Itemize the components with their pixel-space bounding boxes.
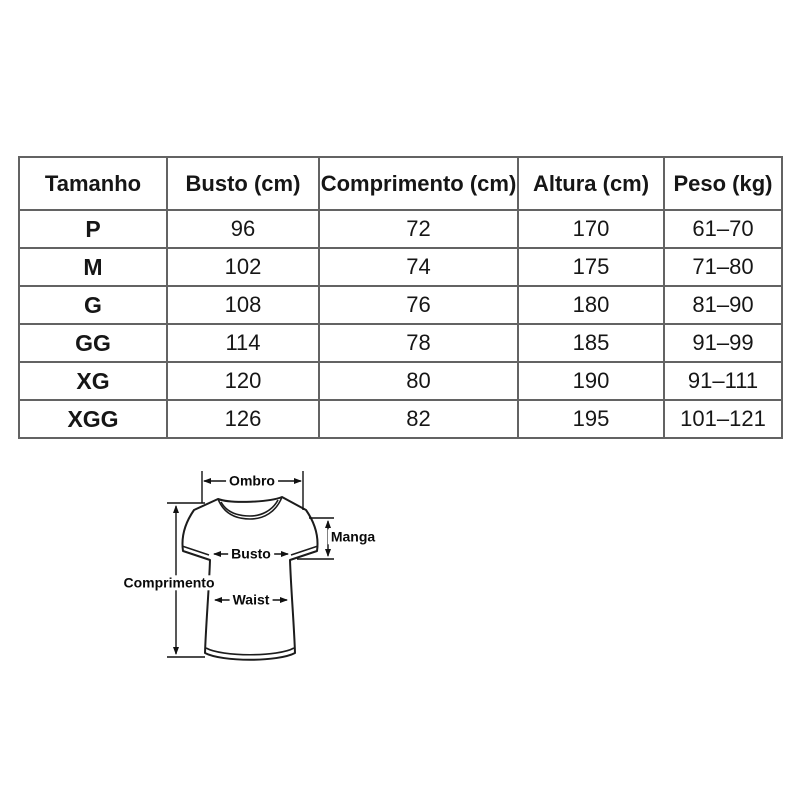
size-cell: P [19, 210, 167, 248]
size-cell: GG [19, 324, 167, 362]
comprimento-label: Comprimento [121, 575, 218, 590]
table-cell: 175 [518, 248, 664, 286]
waist-label: Waist [230, 592, 273, 607]
table-cell: 80 [319, 362, 518, 400]
size-cell: M [19, 248, 167, 286]
table-cell: 72 [319, 210, 518, 248]
table-cell: 76 [319, 286, 518, 324]
table-cell: 91–111 [664, 362, 782, 400]
table-header-row [19, 157, 782, 210]
column-header-comprimento: Comprimento (cm) [319, 157, 518, 210]
column-header-peso: Peso (kg) [664, 157, 782, 210]
table-cell: 195 [518, 400, 664, 438]
column-header-busto: Busto (cm) [167, 157, 319, 210]
table-cell: 96 [167, 210, 319, 248]
table-cell: 108 [167, 286, 319, 324]
size-cell: XGG [19, 400, 167, 438]
table-cell: 120 [167, 362, 319, 400]
ombro-label: Ombro [226, 473, 278, 488]
table-cell: 190 [518, 362, 664, 400]
table-cell: 102 [167, 248, 319, 286]
table-cell: 78 [319, 324, 518, 362]
table-row [19, 400, 782, 438]
table-cell: 126 [167, 400, 319, 438]
busto-label: Busto [228, 546, 274, 561]
table-cell: 81–90 [664, 286, 782, 324]
table-row [19, 362, 782, 400]
tshirt-measurement-diagram [120, 465, 400, 680]
size-chart-table [18, 156, 783, 439]
table-row [19, 324, 782, 362]
size-cell: G [19, 286, 167, 324]
table-row [19, 248, 782, 286]
table-row [19, 210, 782, 248]
tshirt-drawing [120, 465, 400, 680]
table-cell: 170 [518, 210, 664, 248]
table-cell: 185 [518, 324, 664, 362]
table-cell: 82 [319, 400, 518, 438]
table-cell: 61–70 [664, 210, 782, 248]
column-header-tamanho: Tamanho [19, 157, 167, 210]
table-cell: 74 [319, 248, 518, 286]
table-row [19, 286, 782, 324]
column-header-altura: Altura (cm) [518, 157, 664, 210]
table-cell: 101–121 [664, 400, 782, 438]
table-cell: 114 [167, 324, 319, 362]
size-cell: XG [19, 362, 167, 400]
table-cell: 91–99 [664, 324, 782, 362]
table-cell: 180 [518, 286, 664, 324]
table-cell: 71–80 [664, 248, 782, 286]
manga-label: Manga [328, 529, 378, 544]
